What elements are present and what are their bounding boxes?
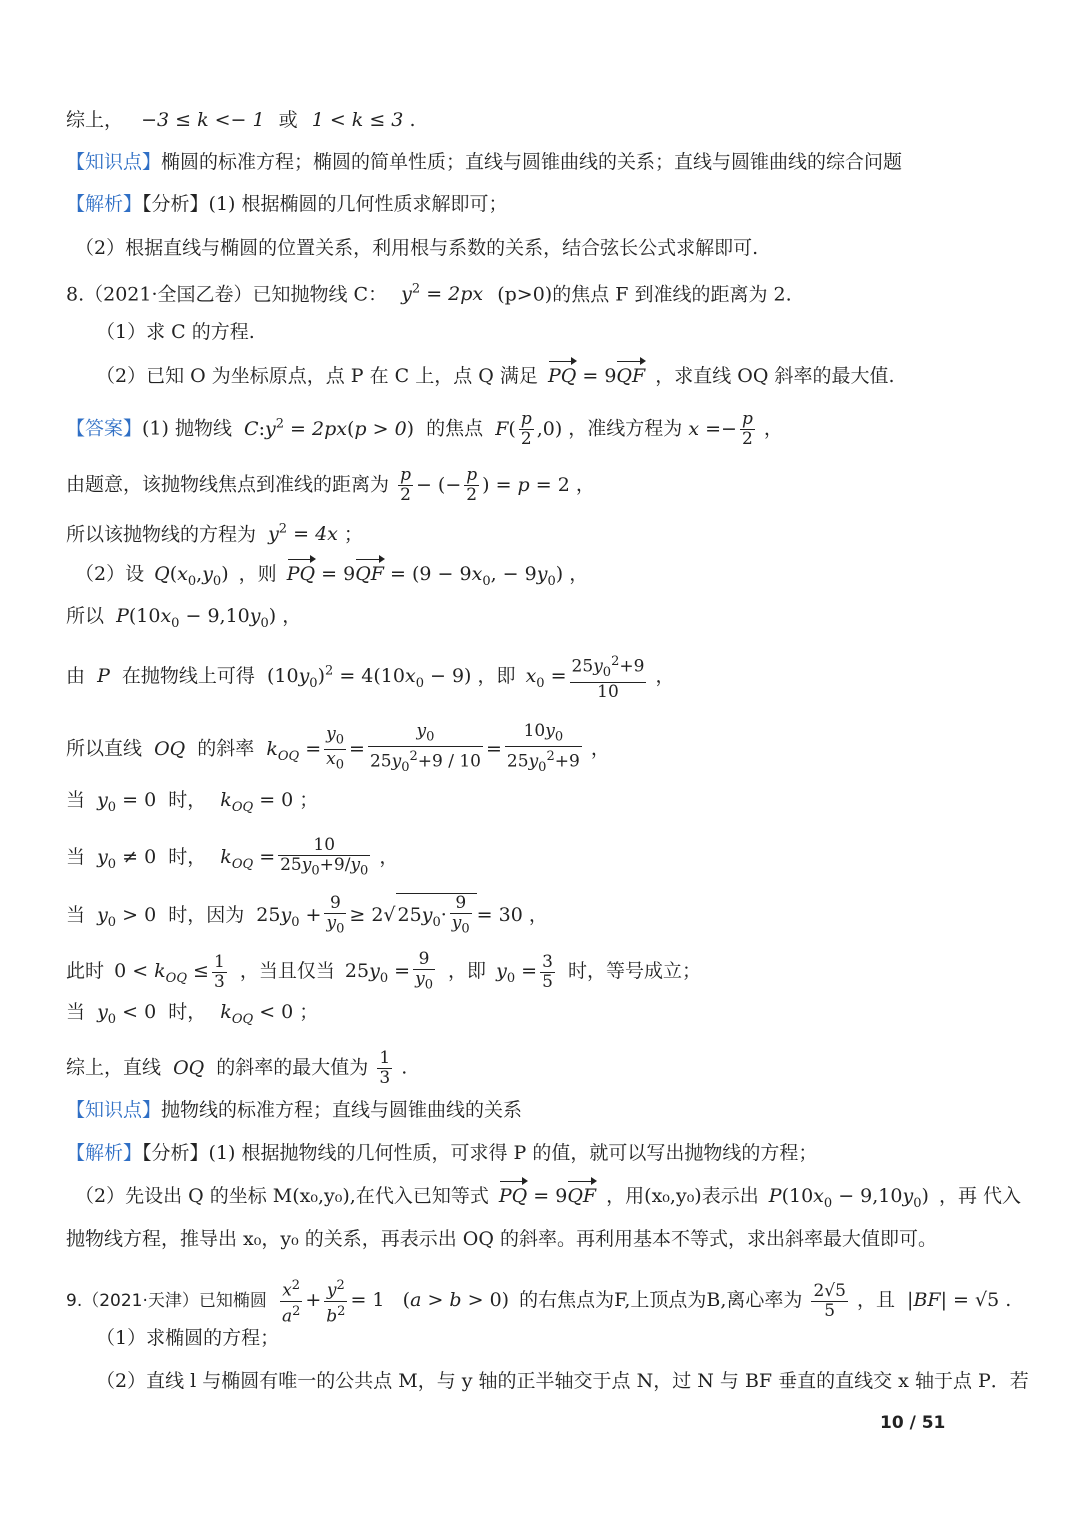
answer-tag: 【答案】 <box>66 417 143 440</box>
answer-line-4: （2）设 $Q(x_0,y_0)$ ，则 PQ = $9QF = (9 - 9x_0$, − $9y_0$) ， <box>75 563 589 589</box>
question-9: 9.（2021·天津）已知椭圆 $\frac{x^2}{a^2}$ + $\frac{y^2}{b^2}$ = 1 (a > b > 0) 的右焦点为F,上顶点为B,离心率为 $\frac{2√5}{5}$ ，且 |BF| = √5 . <box>66 1278 1012 1327</box>
answer-line-7: 所以直线 OQ 的斜率 $k_{OQ}$ = $\frac{y_0}{x_0}$ = $\frac{y_0}{25y_0^2+9 / 10}$ = $\frac{10y_0}{25y_0^2+9}$ ， <box>66 721 610 776</box>
page-number: 10 / 51 <box>880 1413 946 1433</box>
answer-line-1: 【答案】(1) 抛物线 $C:y^2 = 2px(p > 0)$ 的焦点 F( $\frac{p}{2}$ ,0) ，准线方程为 x =− $\frac{p}{2}$ ， <box>66 409 783 449</box>
question-8-part2: （2）已知 O 为坐标原点，点 P 在 C 上，点 Q 满足 PQ = 9QF ，求直线 OQ 斜率的最大值. <box>96 365 895 387</box>
analysis-7-1: 【解析】【分析】(1) 根据椭圆的几何性质求解即可； <box>66 193 508 215</box>
analysis-tag: 【解析】 <box>66 1142 143 1164</box>
answer-line-11: 此时 $0 < k_{OQ}$ ≤ $\frac{1}{3}$ ，当且仅当 $25y_0$ = $\frac{9}{y_0}$ ，即 $y_0$ = $\frac{3}{5}$ 时，等号成立； <box>66 949 701 993</box>
answer-line-5: 所以 $P(10x_0 - 9,10y_0)$ ， <box>66 605 302 631</box>
knowledge-tag: 【知识点】 <box>66 151 162 173</box>
answer-line-8: 当 $y_0 = 0$ 时， $k_{OQ} = 0$ ； <box>66 789 319 815</box>
answer-line-13: 综上，直线 OQ 的斜率的最大值为 $\frac{1}{3}$ . <box>66 1048 408 1088</box>
answer-line-9: 当 $y_0 \ne 0$ 时， $k_{OQ}$ = $\frac{10}{25y_0+9/y_0}$ ， <box>66 835 399 879</box>
knowledge-tag: 【知识点】 <box>66 1099 162 1121</box>
answer-line-6: 由 P 在抛物线上可得 $(10y_0)^2 = 4(10x_0 - 9)$ ，即 $x_0$ = $\frac{25y_0^2+9}{10}$ ， <box>66 654 675 703</box>
question-9-part2: （2）直线 l 与椭圆有唯一的公共点 M，与 y 轴的正半轴交于点 N，过 N 与 BF 垂直的直线交 x 轴于点 P．若 <box>96 1370 1029 1392</box>
line-conclusion-7: 综上， −3 ≤ k <− 1 或 1 < k ≤ 3 . <box>66 109 416 131</box>
answer-line-10: 当 $y_0 > 0$ 时，因为 $25y_0$ + $\frac{9}{y_0}$ ≥ 2√ $25y_0\cdot$ $\frac{9}{y_0}$ = 30 ， <box>66 893 548 937</box>
analysis-tag: 【解析】 <box>66 193 143 215</box>
analysis-7-2: （2）根据直线与椭圆的位置关系，利用根与系数的关系，结合弦长公式求解即可. <box>75 237 759 259</box>
answer-line-3: 所以该抛物线的方程为 $y^2 = 4x$ ； <box>66 522 363 546</box>
question-8: 8.（2021·全国乙卷）已知抛物线 C： $y^2 = 2px$ (p>0)的焦点 F 到准线的距离为 2. <box>66 282 792 306</box>
knowledge-point-8: 【知识点】抛物线的标准方程；直线与圆锥曲线的关系 <box>66 1099 523 1121</box>
analysis-8-2: （2）先设出 Q 的坐标 M(x₀,y₀),在代入已知等式 PQ = 9QF ，用(x₀,y₀)表示出 $P(10x_0 - 9,10y_0)$ ，再 代入 <box>75 1185 1022 1211</box>
question-8-part1: （1）求 C 的方程. <box>96 321 255 343</box>
answer-line-12: 当 $y_0 < 0$ 时， $k_{OQ} < 0$ ； <box>66 1001 319 1027</box>
question-9-part1: （1）求椭圆的方程； <box>96 1327 280 1349</box>
answer-line-2: 由题意，该抛物线焦点到准线的距离为 $\frac{p}{2}$ − (− $\frac{p}{2}$ ) = p = 2 ， <box>66 465 595 505</box>
analysis-8-3: 抛物线方程，推导出 x₀，y₀ 的关系，再表示出 OQ 的斜率。再利用基本不等式，求出斜率最大值即可。 <box>66 1228 937 1250</box>
analysis-8-1: 【解析】【分析】(1) 根据抛物线的几何性质，可求得 P 的值，就可以写出抛物线的方程； <box>66 1142 818 1164</box>
knowledge-point-7: 【知识点】椭圆的标准方程；椭圆的简单性质；直线与圆锥曲线的关系；直线与圆锥曲线的综合问题 <box>66 151 903 173</box>
